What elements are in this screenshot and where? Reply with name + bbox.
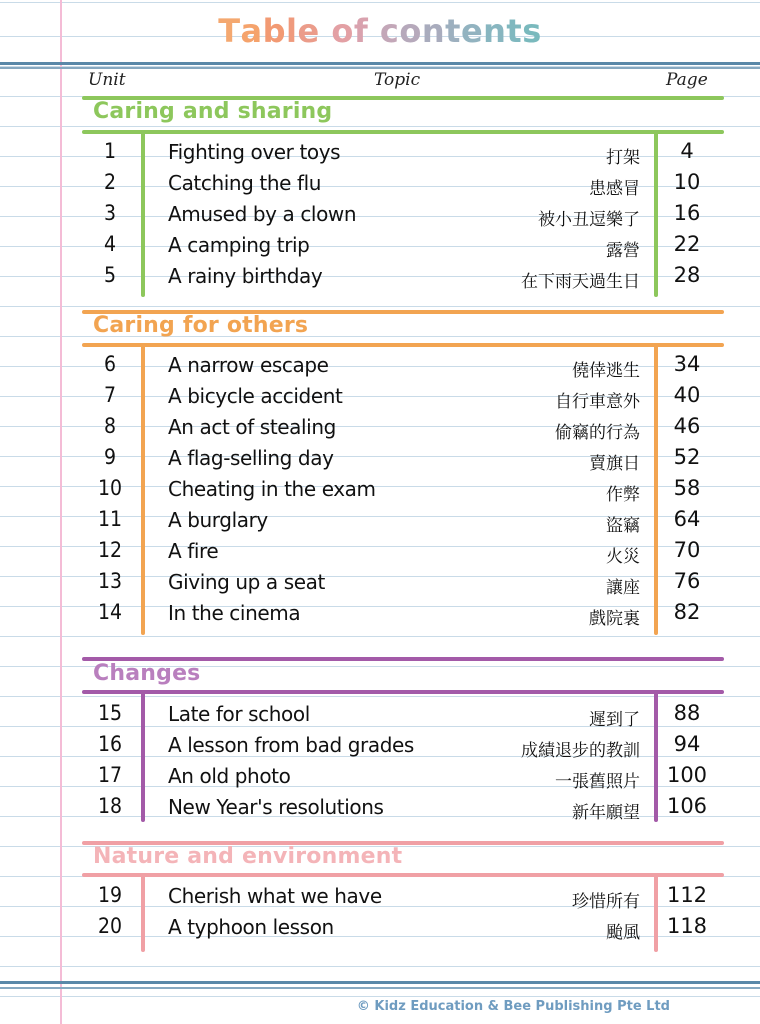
page-number: 10: [673, 170, 701, 194]
page-number: 64: [673, 507, 701, 531]
section-bar-nature-and-environment-lower: [82, 873, 724, 877]
page-number: 112: [666, 883, 708, 907]
page-number: 76: [673, 569, 701, 593]
title-letter: t: [506, 12, 523, 50]
topic-title: An act of stealing: [168, 415, 336, 439]
unit-number: 17: [97, 763, 123, 787]
chinese-title: 讓座: [606, 578, 640, 598]
chinese-title: 作弊: [606, 485, 640, 505]
title-letter: e: [297, 12, 320, 50]
table-row: [0, 598, 760, 629]
table-row: [0, 505, 760, 536]
chinese-title: 偷竊的行為: [555, 423, 640, 443]
section-title-changes: Changes: [93, 661, 201, 686]
unit-number: 3: [103, 201, 117, 225]
page-number: 4: [680, 139, 694, 163]
topic-title: Amused by a clown: [168, 202, 357, 226]
page-number: 46: [673, 414, 701, 438]
page-number: 52: [673, 445, 701, 469]
title-letter: [368, 12, 380, 50]
page-number: 100: [666, 763, 708, 787]
title-letter: c: [379, 12, 400, 50]
table-row: [0, 230, 760, 261]
title-letter: s: [522, 12, 542, 50]
unit-number: 10: [97, 476, 123, 500]
header-unit: Unit: [88, 70, 126, 90]
chinese-title: 颱風: [606, 923, 640, 943]
table-row: [0, 199, 760, 230]
chinese-title: 戲院裏: [589, 609, 640, 629]
topic-title: A flag-selling day: [168, 446, 334, 470]
topic-title: A fire: [168, 539, 219, 563]
topic-title: A burglary: [168, 508, 268, 532]
chinese-title: 成績退步的教訓: [521, 741, 640, 761]
chinese-title: 被小丑逗樂了: [538, 210, 640, 230]
section-title-nature-and-environment: Nature and environment: [93, 844, 403, 869]
chinese-title: 一張舊照片: [555, 772, 640, 792]
table-row: [0, 350, 760, 381]
title-letter: [320, 12, 332, 50]
unit-number: 20: [97, 914, 123, 938]
copyright-footer: © Kidz Education & Bee Publishing Pte Ltd: [356, 999, 670, 1014]
section-title-caring-for-others: Caring for others: [93, 313, 309, 338]
topic-title: Late for school: [168, 702, 310, 726]
chinese-title: 新年願望: [572, 803, 640, 823]
table-row: [0, 912, 760, 943]
unit-number: 5: [103, 263, 117, 287]
header-page: Page: [666, 70, 708, 90]
page-title: [0, 12, 760, 50]
unit-number: 6: [103, 352, 117, 376]
table-row: [0, 699, 760, 730]
table-row: [0, 567, 760, 598]
topic-title: Catching the flu: [168, 171, 322, 195]
topic-title: In the cinema: [168, 601, 301, 625]
title-letter: n: [421, 12, 446, 50]
chinese-title: 自行車意外: [555, 392, 640, 412]
unit-number: 1: [103, 139, 117, 163]
page-number: 118: [666, 914, 708, 938]
topic-title: A camping trip: [168, 233, 310, 257]
title-letter: o: [399, 12, 422, 50]
title-letter: l: [286, 12, 298, 50]
page-number: 94: [673, 732, 701, 756]
header-topic: Topic: [374, 70, 421, 90]
chinese-title: 火災: [606, 547, 640, 567]
table-row: [0, 443, 760, 474]
page-number: 16: [673, 201, 701, 225]
topic-title: Cherish what we have: [168, 884, 382, 908]
page-number: 22: [673, 232, 701, 256]
title-letter: t: [445, 12, 461, 50]
page-number: 40: [673, 383, 701, 407]
table-row: [0, 261, 760, 292]
chinese-title: 打架: [606, 148, 640, 168]
chinese-title: 在下雨天過生日: [521, 272, 640, 292]
chinese-title: 僥倖逃生: [572, 361, 640, 381]
title-letter: n: [483, 12, 507, 50]
topic-title: A typhoon lesson: [168, 915, 334, 939]
table-row: [0, 761, 760, 792]
topic-title: A lesson from bad grades: [168, 733, 414, 757]
chinese-title: 賣旗日: [589, 454, 640, 474]
table-row: [0, 381, 760, 412]
table-row: [0, 536, 760, 567]
chinese-title: 露營: [606, 241, 640, 261]
table-row: [0, 792, 760, 823]
unit-number: 14: [97, 600, 123, 624]
title-letter: a: [240, 12, 263, 50]
bottom-rule: [0, 981, 760, 984]
topic-title: Cheating in the exam: [168, 477, 376, 501]
table-row: [0, 137, 760, 168]
table-row: [0, 474, 760, 505]
unit-number: 4: [103, 232, 117, 256]
section-title-caring-and-sharing: Caring and sharing: [93, 99, 333, 124]
top-rule-thin: [0, 67, 760, 69]
table-row: [0, 730, 760, 761]
unit-number: 8: [103, 414, 117, 438]
title-letter: o: [331, 12, 354, 50]
table-row: [0, 881, 760, 912]
chinese-title: 珍惜所有: [572, 892, 640, 912]
section-bar-caring-for-others-lower: [82, 343, 724, 347]
page-number: 106: [666, 794, 708, 818]
table-row: [0, 412, 760, 443]
bottom-rule-thin: [0, 987, 760, 989]
title-letter: b: [262, 12, 287, 50]
topic-title: A narrow escape: [168, 353, 329, 377]
unit-number: 11: [97, 507, 123, 531]
unit-number: 16: [97, 732, 123, 756]
unit-number: 7: [103, 383, 117, 407]
topic-title: A bicycle accident: [168, 384, 343, 408]
page-number: 70: [673, 538, 701, 562]
unit-number: 9: [103, 445, 117, 469]
chinese-title: 遲到了: [589, 710, 640, 730]
title-letter: e: [460, 12, 484, 50]
chinese-title: 患感冒: [589, 179, 640, 199]
page-number: 34: [673, 352, 701, 376]
section-bar-caring-and-sharing-lower: [82, 130, 724, 134]
topic-title: An old photo: [168, 764, 291, 788]
page-number: 88: [673, 701, 701, 725]
topic-title: New Year's resolutions: [168, 795, 384, 819]
top-rule: [0, 62, 760, 65]
topic-title: A rainy birthday: [168, 264, 323, 288]
page-number: 82: [673, 600, 701, 624]
unit-number: 18: [97, 794, 123, 818]
table-row: [0, 168, 760, 199]
title-letter: T: [218, 12, 241, 50]
unit-number: 13: [97, 569, 123, 593]
chinese-title: 盜竊: [606, 516, 640, 536]
page-number: 28: [673, 263, 701, 287]
section-bar-changes-lower: [82, 690, 724, 694]
unit-number: 2: [103, 170, 117, 194]
title-letter: f: [353, 12, 369, 50]
topic-title: Giving up a seat: [168, 570, 325, 594]
unit-number: 19: [97, 883, 123, 907]
page-number: 58: [673, 476, 701, 500]
unit-number: 15: [97, 701, 123, 725]
unit-number: 12: [97, 538, 123, 562]
topic-title: Fighting over toys: [168, 140, 341, 164]
